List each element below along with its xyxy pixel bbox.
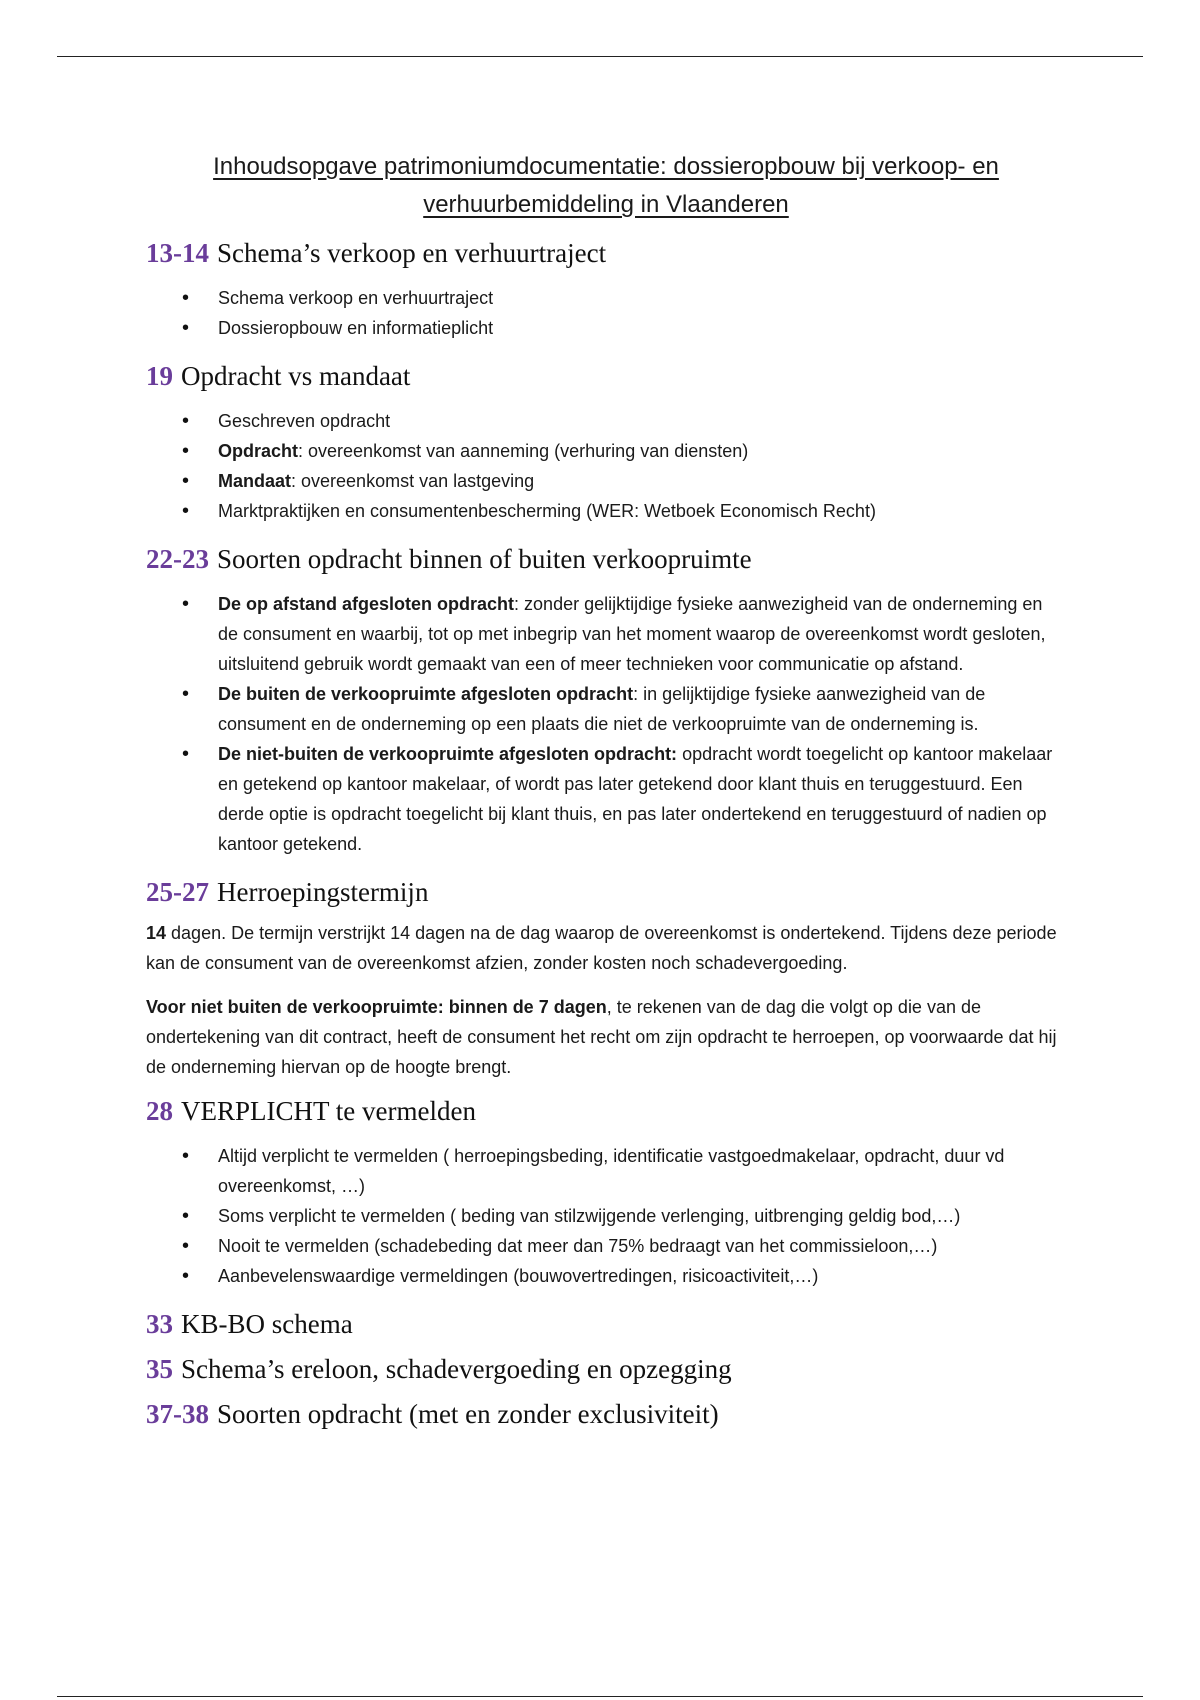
- paragraph: Voor niet buiten de verkoopruimte: binnen de 7 dagen, te rekenen van de dag die volgt op die van de ondertekening van dit contract, heeft de consument het recht om zijn opdracht te herroepen, op voorwaarde dat hij de onderneming hiervan op de hoogte brengt.: [146, 997, 1057, 1077]
- list-item: • Nooit te vermelden (schadebeding dat meer dan 75% bedraagt van het commissieloon,…): [218, 1231, 1066, 1261]
- page-reference: 22-23: [146, 544, 209, 574]
- list-item: • Opdracht: overeenkomst van aanneming (verhuring van diensten): [218, 436, 1066, 466]
- section-heading: [146, 1354, 1066, 1385]
- section-title: Soorten opdracht binnen of buiten verkoopruimte: [217, 544, 752, 574]
- page-reference: 28: [146, 1096, 173, 1126]
- section-heading: [146, 361, 1066, 392]
- document-title: Inhoudsopgave patrimoniumdocumentatie: dossieropbouw bij verkoop- en verhuurbemiddeling in Vlaanderen: [213, 153, 999, 218]
- section-title: Soorten opdracht (met en zonder exclusiviteit): [217, 1399, 719, 1429]
- bullet-list: [146, 406, 1066, 526]
- list-item: • De niet-buiten de verkoopruimte afgesloten opdracht: opdracht wordt toegelicht op kantoor makelaar en getekend op kantoor makelaar, of wordt pas later getekend door klant thuis en teruggestuurd. Een derde optie is opdracht toegelicht bij klant thuis, en pas later ondertekend en teruggestuurd of nadien op kantoor getekend.: [218, 739, 1066, 859]
- bullet-list: [146, 283, 1066, 343]
- section-title: Opdracht vs mandaat: [181, 361, 411, 391]
- section-heading: [146, 1399, 1066, 1430]
- section-heading: [146, 1096, 1066, 1127]
- section-title: Herroepingstermijn: [217, 877, 429, 907]
- section-heading: [146, 544, 1066, 575]
- list-item: • Schema verkoop en verhuurtraject: [218, 283, 1066, 313]
- list-item: • Geschreven opdracht: [218, 406, 1066, 436]
- document-body: [146, 148, 1066, 1430]
- list-item: • Marktpraktijken en consumentenbescherming (WER: Wetboek Economisch Recht): [218, 496, 1066, 526]
- section-heading: [146, 238, 1066, 269]
- page-reference: 25-27: [146, 877, 209, 907]
- list-item: • Dossieropbouw en informatieplicht: [218, 313, 1066, 343]
- page-reference: 35: [146, 1354, 173, 1384]
- bullet-list: [146, 589, 1066, 859]
- list-item: • Altijd verplicht te vermelden ( herroepingsbeding, identificatie vastgoedmakelaar, opdracht, duur vd overeenkomst, …): [218, 1141, 1066, 1201]
- list-item: • De op afstand afgesloten opdracht: zonder gelijktijdige fysieke aanwezigheid van de onderneming en de consument en waarbij, tot op met inbegrip van het moment waarop de overeenkomst wordt gesloten, uitsluitend gebruik wordt gemaakt van een of meer technieken voor communicatie op afstand.: [218, 589, 1066, 679]
- bottom-rule: [57, 1696, 1143, 1697]
- section-title: Schema’s ereloon, schadevergoeding en opzegging: [181, 1354, 732, 1384]
- list-item: • Mandaat: overeenkomst van lastgeving: [218, 466, 1066, 496]
- bullet-list: [146, 1141, 1066, 1291]
- top-rule: [57, 56, 1143, 57]
- list-item: • Aanbevelenswaardige vermeldingen (bouwovertredingen, risicoactiviteit,…): [218, 1261, 1066, 1291]
- section-title: KB-BO schema: [181, 1309, 353, 1339]
- page-reference: 13-14: [146, 238, 209, 268]
- section-title: Schema’s verkoop en verhuurtraject: [217, 238, 607, 268]
- page-reference: 19: [146, 361, 173, 391]
- paragraph: 14 dagen. De termijn verstrijkt 14 dagen na de dag waarop de overeenkomst is ondertekend. Tijdens deze periode kan de consument van de overeenkomst afzien, zonder kosten noch schadevergoeding.: [146, 923, 1057, 973]
- section-title: VERPLICHT te vermelden: [181, 1096, 476, 1126]
- section-heading: [146, 877, 1066, 908]
- section-heading: [146, 1309, 1066, 1340]
- page-reference: 37-38: [146, 1399, 209, 1429]
- page-reference: 33: [146, 1309, 173, 1339]
- list-item: • De buiten de verkoopruimte afgesloten opdracht: in gelijktijdige fysieke aanwezigheid van de consument en de onderneming op een plaats die niet de verkoopruimte van de onderneming is.: [218, 679, 1066, 739]
- list-item: • Soms verplicht te vermelden ( beding van stilzwijgende verlenging, uitbrenging geldig bod,…): [218, 1201, 1066, 1231]
